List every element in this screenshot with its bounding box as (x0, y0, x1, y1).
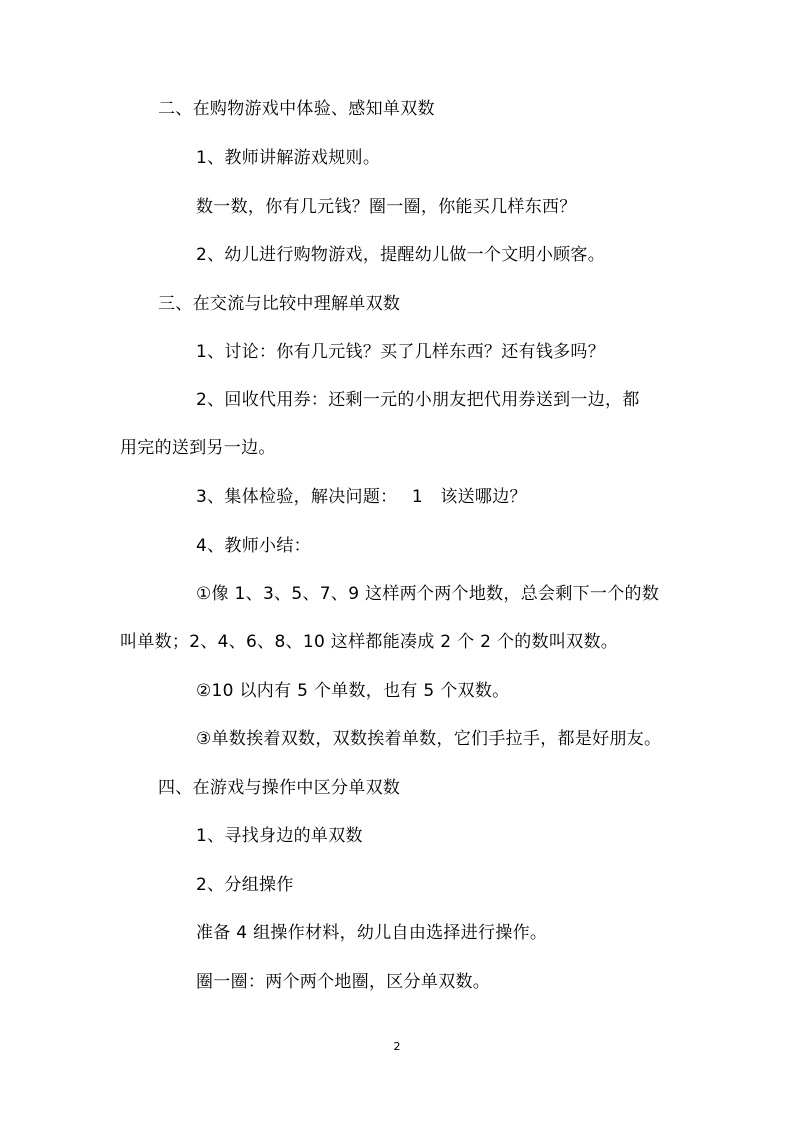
section-heading-3: 三、在交流与比较中理解单双数 (158, 294, 401, 314)
paragraph-line: 圈一圈：两个两个地圈，区分单双数。 (196, 972, 491, 992)
paragraph-line: ②10 以内有 5 个单数，也有 5 个双数。 (196, 681, 510, 701)
paragraph-line: 1、教师讲解游戏规则。 (196, 148, 381, 168)
paragraph-line: ①像 1、3、5、7、9 这样两个两个地数，总会剩下一个的数 (196, 584, 660, 604)
page-number: 2 (393, 1040, 401, 1053)
paragraph-line: ③单数挨着双数，双数挨着单数，它们手拉手，都是好朋友。 (196, 729, 662, 749)
paragraph-line: 2、分组操作 (196, 875, 294, 895)
paragraph-line: 1、讨论：你有几元钱？买了几样东西？还有钱多吗？ (196, 342, 606, 362)
paragraph-line: 1、寻找身边的单双数 (196, 826, 363, 846)
paragraph-line: 4、教师小结： (196, 536, 311, 556)
paragraph-line: 准备 4 组操作材料，幼儿自由选择进行操作。 (196, 923, 548, 943)
paragraph-line: 2、回收代用券：还剩一元的小朋友把代用券送到一边，都 (196, 390, 640, 410)
paragraph-line: 数一数，你有几元钱？圈一圈，你能买几样东西？ (196, 197, 577, 217)
section-heading-2: 二、在购物游戏中体验、感知单双数 (158, 99, 435, 119)
paragraph-line: 叫单数；2、4、6、8、10 这样都能凑成 2 个 2 个的数叫双数。 (120, 632, 619, 652)
paragraph-line: 2、幼儿进行购物游戏，提醒幼儿做一个文明小顾客。 (196, 245, 606, 265)
section-heading-4: 四、在游戏与操作中区分单双数 (158, 778, 401, 798)
paragraph-line: 用完的送到另一边。 (120, 438, 276, 458)
paragraph-line: 3、集体检验，解决问题： 1 该送哪边？ (196, 487, 527, 507)
